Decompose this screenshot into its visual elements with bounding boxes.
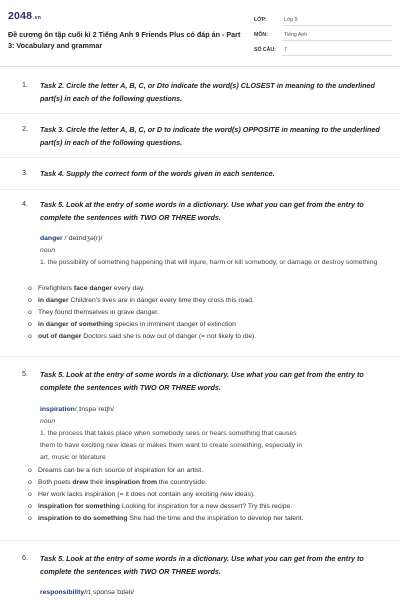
entry-pronunciation: /ˌɪnspəˈreɪʃn/ xyxy=(74,406,114,413)
info-class-value: Lớp 9 xyxy=(284,17,298,23)
dictionary-entry-danger xyxy=(40,233,385,269)
question-number: 6. xyxy=(22,553,28,562)
entry-pos: noun xyxy=(40,247,56,254)
question-text: Task 2. Circle the letter A, B, C, or Dto indicate the word(s) CLOSEST in meaning to the underlined part(s) in each of the following questions. xyxy=(40,81,375,103)
entry-definition: 1. the possibility of something happening that will injure, harm or kill somebody, or damage or destroy something xyxy=(40,259,378,266)
header-divider xyxy=(0,66,400,67)
question-divider xyxy=(0,540,400,541)
question-divider xyxy=(0,157,400,158)
question-text: Task 3. Circle the letter A, B, C, or D to indicate the word(s) OPPOSITE in meaning to the underlined part(s) in each of the following questions. xyxy=(40,125,380,147)
question-number: 2. xyxy=(22,124,28,133)
question-divider xyxy=(0,356,400,357)
entry-pronunciation: /rɪˌspɒnsəˈbɪləti/ xyxy=(84,589,134,596)
question-text: Task 5. Look at the entry of some words in a dictionary. Use what you can get from the entry to complete the sentences with TWO OR THREE words. xyxy=(40,370,364,392)
document-title: Đề cương ôn tập cuối kì 2 Tiếng Anh 9 Friends Plus có đáp án - Part 3: Vocabulary and grammar xyxy=(8,30,241,50)
question-number: 4. xyxy=(22,199,28,208)
entry-headword: responsibility xyxy=(40,589,85,596)
info-count-label: SỐ CÂU: xyxy=(254,47,276,53)
site-logo[interactable]: 2048.vn xyxy=(8,10,41,22)
entry-pos: noun xyxy=(40,418,56,425)
entry-headword: danger xyxy=(40,235,63,242)
entry-definition-line: them to have exciting new ideas or makes them want to create something, especially in xyxy=(40,442,303,449)
dictionary-entry-responsibility xyxy=(40,587,385,599)
info-class-label: LỚP: xyxy=(254,17,267,23)
question-divider xyxy=(0,189,400,190)
question-number: 5. xyxy=(22,369,28,378)
entry-definition-line: 1. the process that takes place when somebody sees or hears something that causes xyxy=(40,430,297,437)
question-divider xyxy=(0,113,400,114)
document-header xyxy=(0,0,400,64)
entry-definition-line: art, music or literature xyxy=(40,454,106,461)
info-count-row xyxy=(252,44,392,56)
dictionary-entry-inspiration xyxy=(40,404,385,464)
info-count-value: 7 xyxy=(284,47,287,53)
document-page: 2048.vn Đề cương ôn tập cuối kì 2 Tiếng Anh 9 Friends Plus có đáp án - Part 3: Vocabulary and grammar LỚP: Lớp 9 MÔN: Tiếng Anh SỐ CÂU: 7 1. Task 2. Circle the letter A, B, C, or Dto indicate the word(s) CLOSEST in meaning to the underlined part(s) in each of the following questions. 2. Task 3. Circle the letter A, B, C, or D to indicate the word(s) OPPOSITE in meaning to the underlined part(s) in each of the following questions. 3. Task 4. Supply the correct form of the words given in each sentence. 4. Task 5. Look at the entry of some words in a dictionary. Use what you can get from the entry to complete the sentences with TWO OR THREE words. danger /ˈdeɪndʒə(r)/ noun 1. the possibility of something happening that will injure, harm or kill somebody, or damage or destroy something o Firefighters face danger every day. o in danger Children's lives are in danger every time they cross this road. o They found themselves in grave danger. o in danger of something species in imminent danger of extinction o out of danger Doctors said she is now out of danger (= not likely to die). 5. Task 5. Look at the entry of some words in a dictionary. Use what you can get from the entry to complete the sentences with TWO OR THREE words. inspiration/ˌɪnspəˈreɪʃn/ noun 1. the process that takes place when somebody sees or hears something that causes them to have exciting new ideas or makes them want to create something, especially in art, music or literature o Dreams can be a rich source of inspiration for an artist. o Both poets drew their inspiration from the countryside. o Her work lacks inspiration (= it does not contain any exciting new ideas). o inspiration for something Looking for inspiration for a new dessert? Try this recipe. o inspiration to do something She had the time and the inspiration to develop her talent. 6. Task 5. Look at the entry of some words in a dictionary. Use what you can get from the entry to complete the sentences with TWO OR THREE words. responsibility/rɪˌspɒnsəˈbɪləti/ xyxy=(0,0,400,600)
info-subject-label: MÔN: xyxy=(254,32,268,38)
entry-pronunciation: /ˈdeɪndʒə(r)/ xyxy=(62,235,103,242)
question-text: Task 5. Look at the entry of some words in a dictionary. Use what you can get from the entry to complete the sentences with TWO OR THREE words. xyxy=(40,200,364,222)
info-subject-row xyxy=(252,29,392,41)
question-number: 1. xyxy=(22,80,28,89)
info-subject-value: Tiếng Anh xyxy=(284,32,308,38)
entry-headword: inspiration xyxy=(40,406,75,413)
question-text: Task 5. Look at the entry of some words in a dictionary. Use what you can get from the entry to complete the sentences with TWO OR THREE words. xyxy=(40,554,364,576)
question-number: 3. xyxy=(22,168,28,177)
question-text: Task 4. Supply the correct form of the words given in each sentence. xyxy=(40,169,275,178)
info-class-row xyxy=(252,14,392,26)
